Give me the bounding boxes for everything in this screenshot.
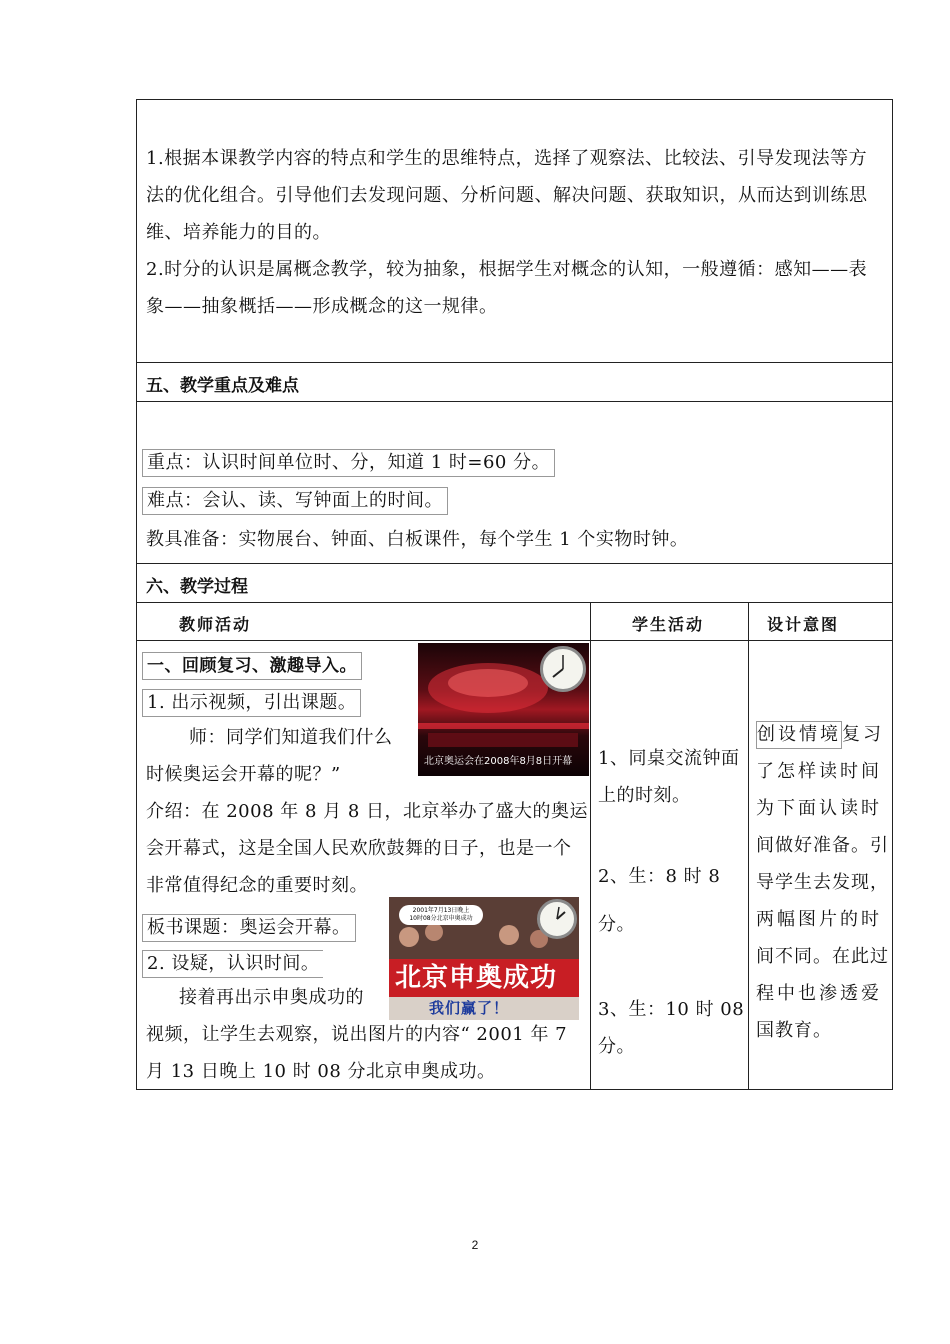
design-line-6: 两幅图片的时	[756, 909, 882, 930]
bubble-line-1: 2001年7月13日晚上	[412, 907, 470, 914]
teacher-intro-line-3: 非常值得纪念的重要时刻。	[146, 875, 368, 896]
bubble-line-2: 10时08分北京申奥成功	[409, 915, 473, 922]
teacher-intro-line-1: 介绍：在 2008 年 8 月 8 日，北京举办了盛大的奥运	[146, 801, 589, 822]
speech-bubble	[399, 905, 483, 925]
design-line-2: 了怎样读时间	[756, 761, 882, 782]
key-point: 重点：认识时间单位时、分，知道 1 时=60 分。	[142, 449, 555, 477]
teacher-intro-line-2: 会开幕式，这是全国人民欢欣鼓舞的日子，也是一个	[146, 838, 572, 859]
olympics-opening-image	[418, 643, 589, 776]
student-1-line-2: 上的时刻。	[598, 785, 691, 806]
section-5-content-cell	[137, 401, 892, 563]
design-line-9: 国教育。	[756, 1020, 832, 1041]
design-line-7: 间不同。在此过	[756, 946, 889, 967]
methods-cell	[137, 100, 892, 362]
lesson-plan-table	[136, 99, 893, 1090]
student-3-line-1: 3、生：10 时 08	[598, 999, 745, 1020]
methods-paragraph-1-end: 维、培养能力的目的。	[146, 222, 331, 243]
design-line-3: 为下面认读时	[756, 798, 882, 819]
column-design-intent: 设计意图	[767, 615, 840, 634]
student-1-line-1: 1、同桌交流钟面	[598, 748, 740, 769]
clock-icon-2	[537, 899, 577, 939]
section-6-header-cell	[137, 563, 892, 602]
student-2-line-2: 分。	[598, 914, 635, 935]
methods-paragraph-1-cont: 法的优化组合。引导他们去发现问题、分析问题、解决问题、获取知识，从而达到训练思	[146, 185, 868, 206]
teaching-tools: 教具准备：实物展台、钟面、白板课件，每个学生 1 个实物时钟。	[146, 529, 689, 550]
teacher-question-line-1: 师：同学们知道我们什么	[189, 727, 393, 748]
design-line-4: 间做好准备。引	[756, 835, 889, 856]
process-body-row	[137, 640, 892, 1089]
olympics-image-caption: 北京奥运会在2008年8月8日开幕	[424, 756, 573, 767]
design-line-1-rest: 复习	[842, 724, 884, 745]
section-6-title: 六、教学过程	[146, 577, 248, 597]
teacher-question-line-2: 时候奥运会开幕的呢？”	[146, 764, 341, 785]
column-student-activity: 学生活动	[632, 615, 705, 634]
column-teacher-activity: 教师活动	[179, 615, 252, 634]
teacher-then-line-3: 月 13 日晚上 10 时 08 分北京申奥成功。	[146, 1061, 496, 1082]
methods-paragraph-1: 1.根据本课教学内容的特点和学生的思维特点，选择了观察法、比较法、引导发现法等方	[146, 148, 868, 169]
section-5-header-cell	[137, 362, 892, 401]
process-column-headers	[137, 602, 892, 640]
teacher-heading: 一、回顾复习、激趣导入。	[142, 652, 362, 680]
teacher-then-line-1: 接着再出示申奥成功的	[179, 987, 364, 1008]
design-boxed-phrase: 创设情境	[756, 721, 842, 749]
board-title: 板书课题：奥运会开幕。	[142, 914, 356, 942]
difficulty-point: 难点：会认、读、写钟面上的时间。	[142, 487, 448, 515]
teacher-then-line-2: 视频，让学生去观察，说出图片的内容“ 2001 年 7	[146, 1024, 568, 1045]
student-2-line-1: 2、生：8 时 8	[598, 866, 721, 887]
bid-sub-text: 我们赢了！	[429, 999, 510, 1017]
methods-paragraph-2: 2.时分的认识是属概念教学，较为抽象，根据学生对概念的认知，一般遵循：感知——表	[146, 259, 868, 280]
teacher-item-2: 2. 设疑，认识时间。	[142, 950, 323, 978]
section-5-title: 五、教学重点及难点	[146, 376, 299, 396]
page-number: 2	[471, 1238, 479, 1252]
design-line-5: 导学生去发现，	[756, 872, 889, 893]
bid-success-image	[389, 897, 579, 1020]
student-3-line-2: 分。	[598, 1036, 635, 1057]
design-line-8: 程中也渗透爱	[756, 983, 882, 1004]
teacher-item-1: 1. 出示视频，引出课题。	[142, 689, 361, 717]
bid-banner-text: 北京申奥成功	[395, 963, 558, 993]
methods-paragraph-2-end: 象——抽象概括——形成概念的这一规律。	[146, 296, 498, 317]
clock-icon	[540, 646, 586, 692]
